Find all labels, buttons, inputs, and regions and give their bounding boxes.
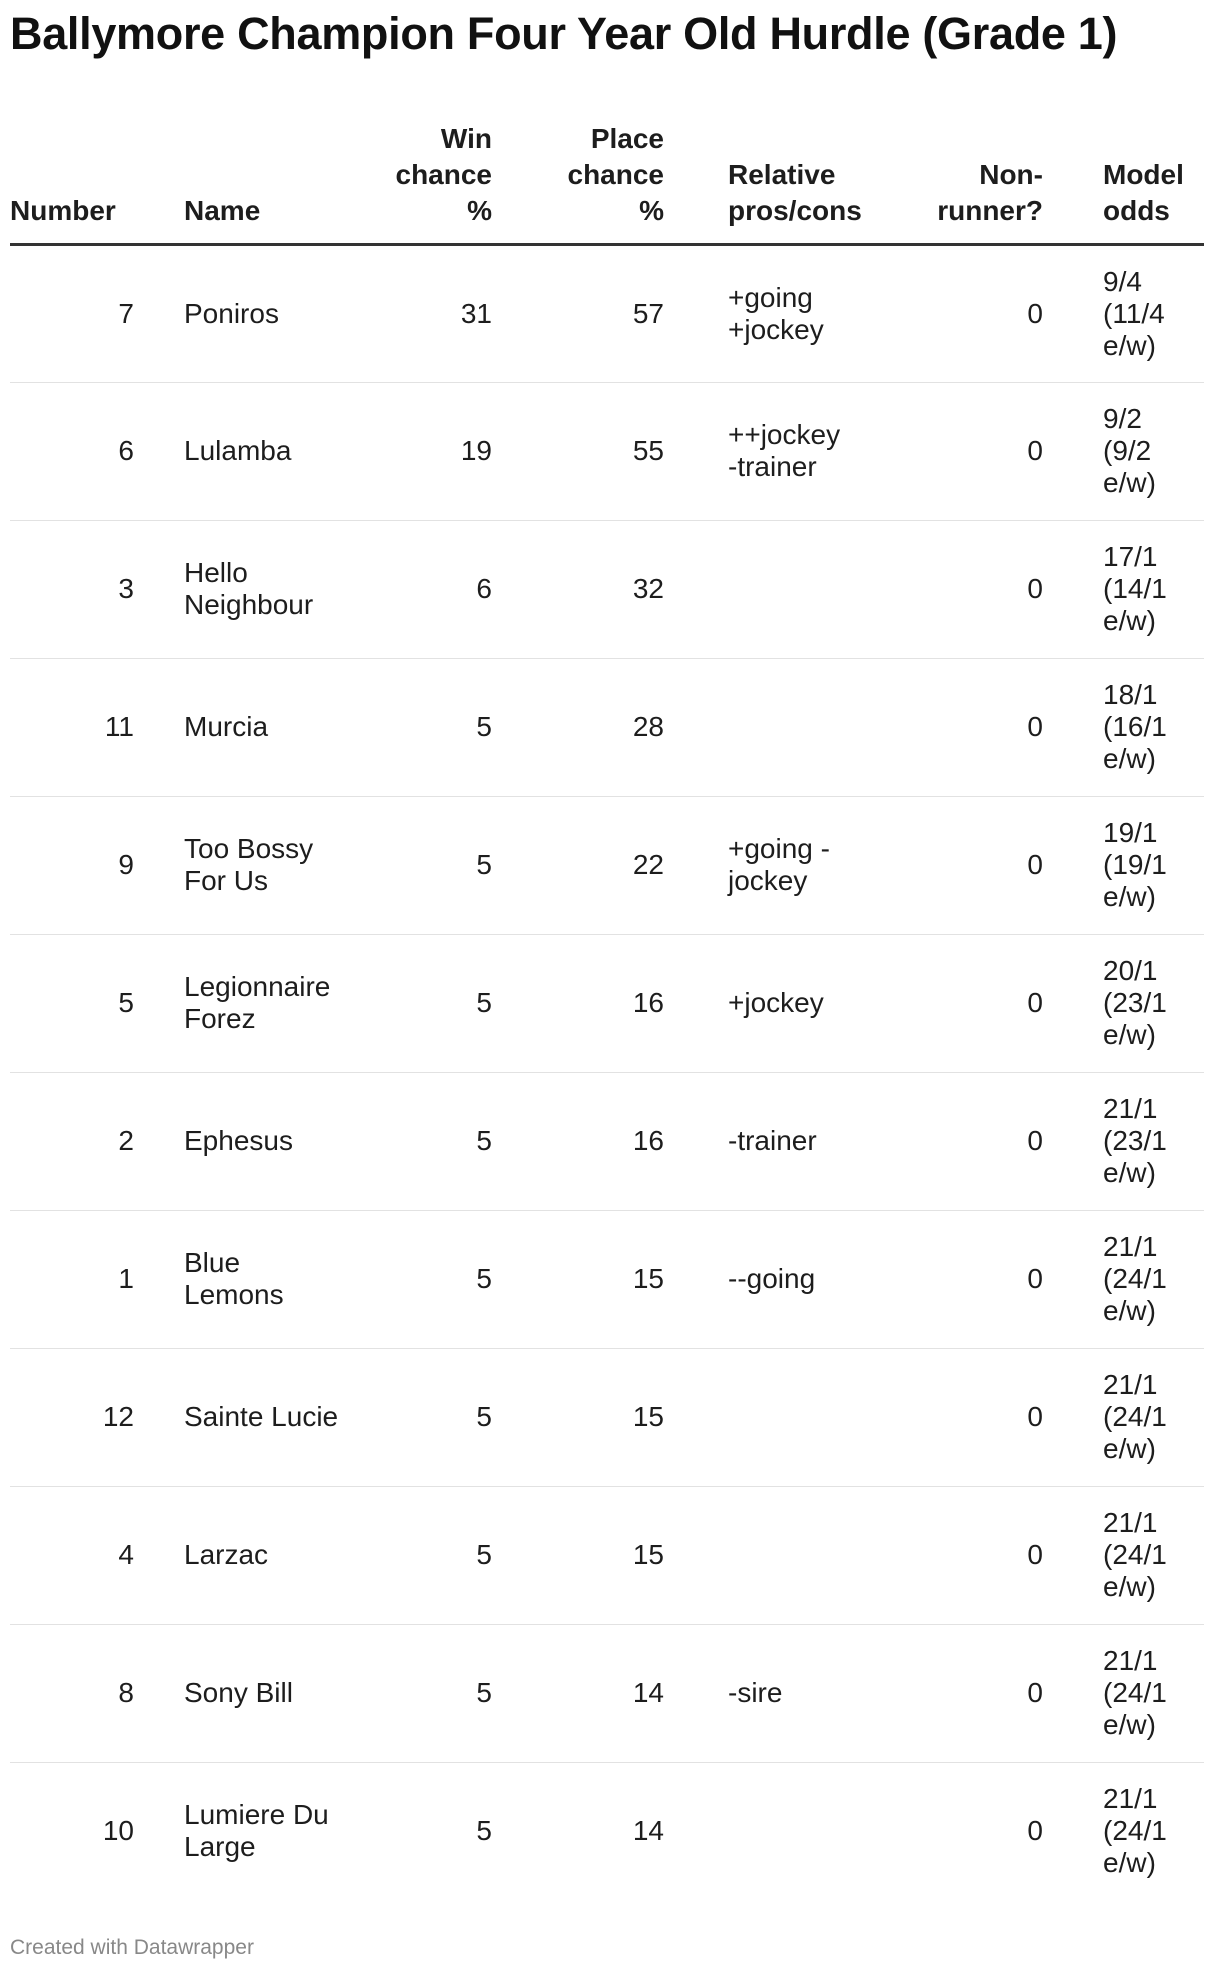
header-win-chance[interactable]: Win chance % [358, 110, 512, 244]
cell-place-chance: 22 [512, 796, 682, 934]
table-row [10, 1624, 1204, 1762]
cell-number: 5 [10, 934, 184, 1072]
cell-win-chance: 5 [358, 934, 512, 1072]
cell-relative-pros-cons-text: -sire [728, 1677, 783, 1708]
cell-name-text: Lumiere Du Large [184, 1799, 329, 1863]
cell-model-odds [1057, 1762, 1204, 1900]
cell-non-runner: 0 [887, 244, 1057, 382]
cell-model-odds [1057, 934, 1204, 1072]
header-model-odds[interactable]: Model odds [1057, 110, 1204, 244]
cell-relative-pros-cons-text: +going +jockey [728, 281, 824, 345]
cell-non-runner: 0 [887, 1624, 1057, 1762]
cell-name [184, 934, 358, 1072]
cell-name-text: Lulamba [184, 435, 292, 466]
table-row [10, 1072, 1204, 1210]
cell-place-chance: 55 [512, 382, 682, 520]
cell-name-text: Ephesus [184, 1125, 293, 1156]
cell-non-runner: 0 [887, 1072, 1057, 1210]
cell-name [184, 1210, 358, 1348]
table-row [10, 382, 1204, 520]
cell-non-runner: 0 [887, 796, 1057, 934]
cell-number: 11 [10, 658, 184, 796]
cell-number: 1 [10, 1210, 184, 1348]
cell-number: 9 [10, 796, 184, 934]
cell-place-chance: 16 [512, 934, 682, 1072]
cell-number: 10 [102, 1815, 134, 1847]
cell-model-odds-text: 19/1 (19/1 e/w) [1103, 817, 1167, 912]
cell-name-text: Legionnaire Forez [184, 971, 331, 1034]
cell-name-text: Larzac [184, 1539, 269, 1570]
cell-name [184, 382, 358, 520]
cell-name-text: Sony Bill [184, 1677, 293, 1708]
cell-relative-pros-cons [682, 934, 887, 1072]
cell-relative-pros-cons [682, 658, 887, 796]
cell-name [184, 1072, 358, 1210]
table-row [10, 1486, 1204, 1624]
cell-relative-pros-cons [682, 1624, 887, 1762]
chart-title: Ballymore Champion Four Year Old Hurdle (Grade 1) [10, 8, 1118, 59]
cell-model-odds [1057, 658, 1204, 796]
table-row [10, 520, 1204, 658]
cell-relative-pros-cons-text: +jockey [728, 987, 824, 1018]
cell-model-odds [1057, 1210, 1204, 1348]
cell-model-odds-text: 21/1 (24/1 e/w) [1103, 1231, 1167, 1326]
cell-non-runner: 0 [887, 382, 1057, 520]
cell-non-runner: 0 [1027, 1815, 1043, 1847]
cell-non-runner: 0 [887, 1486, 1057, 1624]
cell-relative-pros-cons [682, 796, 887, 934]
cell-name-text: Poniros [184, 297, 279, 329]
header-number[interactable]: Number [10, 110, 184, 244]
cell-place-chance: 14 [512, 1624, 682, 1762]
cell-name-text: Sainte Lucie [184, 1401, 339, 1432]
cell-non-runner: 0 [887, 1210, 1057, 1348]
cell-model-odds-text: 21/1 (24/1 e/w) [1103, 1645, 1167, 1740]
table-row [10, 658, 1204, 796]
cell-win-chance: 6 [358, 520, 512, 658]
cell-number: 2 [10, 1072, 184, 1210]
table-body [10, 244, 1204, 1900]
cell-win-chance: 5 [358, 1348, 512, 1486]
table-row [10, 796, 1204, 934]
cell-model-odds [1057, 796, 1204, 934]
cell-model-odds-text: 21/1 (24/1 e/w) [1103, 1369, 1167, 1464]
cell-place-chance: 15 [512, 1486, 682, 1624]
cell-relative-pros-cons [682, 1210, 887, 1348]
cell-name [184, 796, 358, 934]
cell-name [184, 658, 358, 796]
footer-credit[interactable]: Created with Datawrapper [10, 1936, 254, 1959]
cell-win-chance: 19 [358, 382, 512, 520]
cell-number: 6 [10, 382, 184, 520]
cell-relative-pros-cons-text: ++jockey -trainer [728, 419, 841, 482]
cell-number: 4 [10, 1486, 184, 1624]
cell-name [184, 520, 358, 658]
cell-number: 8 [10, 1624, 184, 1762]
cell-name [184, 1348, 358, 1486]
header-relative-pros-cons[interactable]: Relative pros/cons [682, 110, 887, 244]
cell-model-odds [1057, 382, 1204, 520]
cell-win-chance: 5 [358, 1486, 512, 1624]
cell-model-odds-text: 9/2 (9/2 e/w) [1103, 403, 1156, 498]
table-row [10, 1348, 1204, 1486]
cell-model-odds-text: 21/1 (24/1 e/w) [1103, 1783, 1167, 1879]
cell-model-odds-text: 9/4 (11/4 e/w) [1103, 265, 1165, 361]
cell-model-odds [1057, 1624, 1204, 1762]
cell-model-odds [1057, 1486, 1204, 1624]
cell-place-chance: 57 [512, 244, 682, 382]
cell-relative-pros-cons [682, 1072, 887, 1210]
cell-win-chance: 5 [358, 796, 512, 934]
cell-win-chance: 5 [358, 1072, 512, 1210]
table-row [10, 934, 1204, 1072]
cell-name [184, 1486, 358, 1624]
cell-win-chance: 5 [476, 1815, 492, 1847]
cell-number: 12 [10, 1348, 184, 1486]
data-table [10, 110, 1204, 1900]
cell-relative-pros-cons-text: +going -jockey [728, 833, 830, 896]
cell-relative-pros-cons-text: --going [728, 1263, 816, 1294]
table-row [10, 1762, 1204, 1900]
cell-model-odds [1057, 244, 1204, 382]
cell-name [184, 244, 358, 382]
table-row [10, 1210, 1204, 1348]
cell-place-chance: 14 [632, 1815, 664, 1847]
cell-model-odds-text: 17/1 (14/1 e/w) [1103, 541, 1167, 636]
cell-name [184, 1762, 358, 1900]
cell-place-chance: 32 [512, 520, 682, 658]
header-row [10, 110, 1204, 244]
header-name[interactable]: Name [184, 110, 358, 244]
cell-relative-pros-cons [682, 244, 887, 382]
cell-relative-pros-cons [682, 1348, 887, 1486]
cell-non-runner: 0 [887, 658, 1057, 796]
cell-model-odds-text: 18/1 (16/1 e/w) [1103, 679, 1167, 774]
cell-number: 3 [10, 520, 184, 658]
cell-non-runner: 0 [887, 1348, 1057, 1486]
cell-place-chance: 16 [512, 1072, 682, 1210]
cell-place-chance: 28 [512, 658, 682, 796]
cell-name-text: Murcia [184, 711, 269, 742]
header-non-runner[interactable]: Non-runner? [887, 110, 1057, 244]
cell-name-text: Blue Lemons [184, 1247, 284, 1310]
cell-name-text: Too Bossy For Us [184, 833, 314, 896]
cell-relative-pros-cons [682, 382, 887, 520]
cell-model-odds-text: 20/1 (23/1 e/w) [1103, 955, 1167, 1050]
cell-model-odds [1057, 1072, 1204, 1210]
cell-place-chance: 15 [512, 1348, 682, 1486]
table-row [10, 244, 1204, 382]
cell-relative-pros-cons [682, 1762, 887, 1900]
cell-model-odds-text: 21/1 (24/1 e/w) [1103, 1507, 1167, 1602]
cell-non-runner: 0 [887, 520, 1057, 658]
cell-model-odds [1057, 520, 1204, 658]
cell-number: 7 [10, 244, 184, 382]
cell-win-chance: 5 [358, 1624, 512, 1762]
cell-relative-pros-cons [682, 520, 887, 658]
cell-model-odds-text: 21/1 (23/1 e/w) [1103, 1093, 1167, 1188]
cell-name-text: Hello Neighbour [184, 557, 314, 620]
cell-place-chance: 15 [512, 1210, 682, 1348]
cell-model-odds [1057, 1348, 1204, 1486]
header-place-chance[interactable]: Place chance % [512, 110, 682, 244]
cell-relative-pros-cons-text: -trainer [728, 1125, 817, 1156]
cell-relative-pros-cons [682, 1486, 887, 1624]
cell-non-runner: 0 [887, 934, 1057, 1072]
cell-win-chance: 31 [358, 244, 512, 382]
cell-win-chance: 5 [358, 658, 512, 796]
cell-win-chance: 5 [358, 1210, 512, 1348]
cell-name [184, 1624, 358, 1762]
